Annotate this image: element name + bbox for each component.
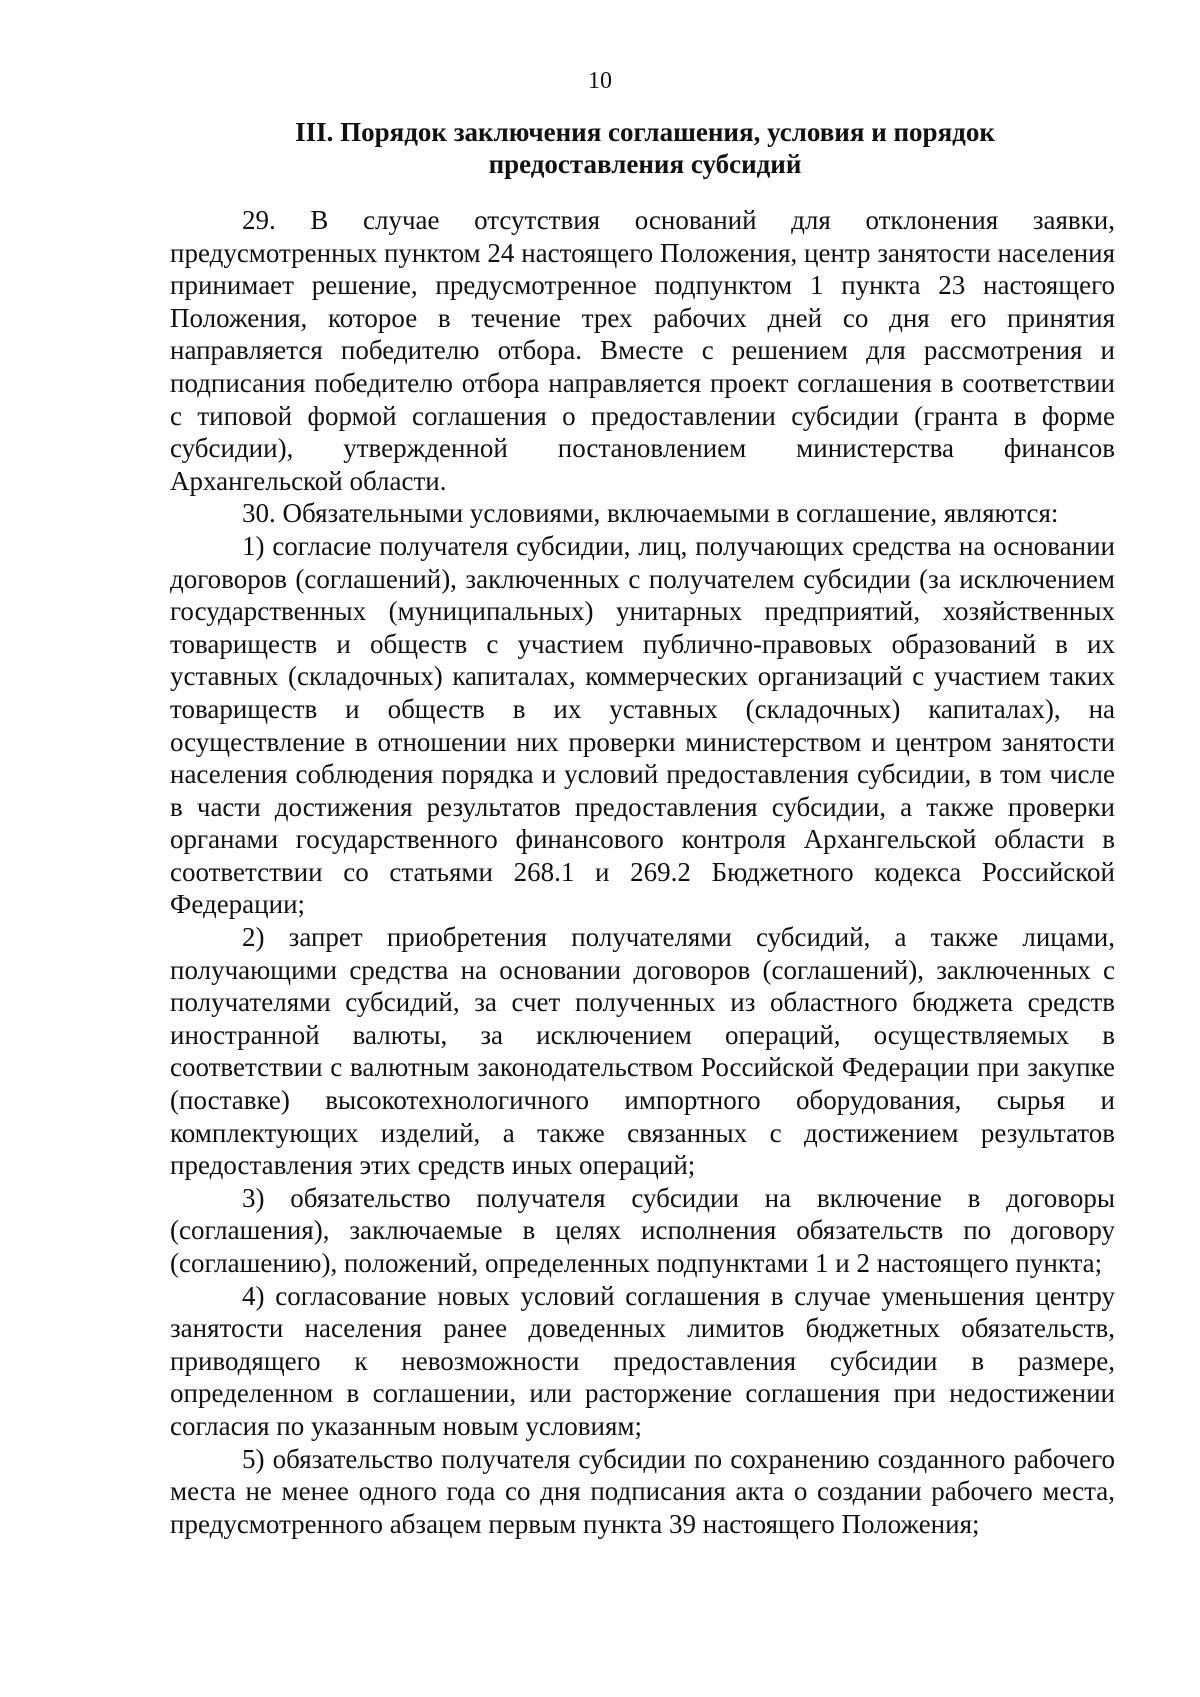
subparagraph-4: 4) согласование новых условий соглашения в случае уменьшения центру занятости населения ранее доведенных лимитов бюджетных обязательств, приводящего к невозможности предоставления субсидии в размере, определенном в соглашении, или расторжение соглашения при недостижении согласия по указанным новым условиям; (170, 1280, 1115, 1441)
paragraph-30: 30. Обязательными условиями, включаемыми в соглашение, являются: (242, 498, 1059, 529)
subparagraph-2: 2) запрет приобретения получателями субсидий, а также лицами, получающими средства на основании договоров (соглашений), заключенных с получателями субсидий, за счет полученных из областного бюджета средств иностранной валюты, за исключением операций, осуществляемых в соответствии с валютным законодательством Российской Федерации при закупке (поставке) высокотехнологичного импортного оборудования, сырья и комплектующих изделий, а также связанных с достижением результатов предоставления этих средств иных операций; (170, 922, 1115, 1181)
subparagraph-1: 1) согласие получателя субсидии, лиц, получающих средства на основании договоров (соглашений), заключенных с получателем субсидии (за исключением государственных (муниципальных) унитарных предприятий, хозяйственных товариществ и обществ с участием публично-правовых образований в их уставных (складочных) капиталах, коммерческих организаций с участием таких товариществ и обществ в их уставных (складочных) капиталах), на осуществление в отношении них проверки министерством и центром занятости населения соблюдения порядка и условий предоставления субсидии, в том числе в части достижения результатов предоставления субсидии, а также проверки органами государственного финансового контроля Архангельской области в соответствии со статьями 268.1 и 269.2 Бюджетного кодекса Российской Федерации; (170, 530, 1115, 920)
section-heading-line-2: предоставления субсидий (488, 149, 802, 179)
page-number: 10 (588, 68, 612, 94)
section-heading-line-1: III. Порядок заключения соглашения, условия и порядок (295, 117, 995, 147)
body-text (170, 204, 1115, 1540)
paragraph-29: 29. В случае отсутствия оснований для отклонения заявки, предусмотренных пунктом 24 настоящего Положения, центр занятости населения принимает решение, предусмотренное подпунктом 1 пункта 23 настоящего Положения, которое в течение трех рабочих дней со дня его принятия направляется победителю отбора. Вместе с решением для рассмотрения и подписания победителю отбора направляется проект соглашения в соответствии с типовой формой соглашения о предоставлении субсидии (гранта в форме субсидии), утвержденной постановлением министерства финансов Архангельской области. (170, 205, 1115, 496)
subparagraph-3: 3) обязательство получателя субсидии на включение в договоры (соглашения), заключаемые в целях исполнения обязательств по договору (соглашению), положений, определенных подпунктами 1 и 2 настоящего пункта; (170, 1182, 1115, 1278)
subparagraph-5: 5) обязательство получателя субсидии по сохранению созданного рабочего места не менее одного года со дня подписания акта о создании рабочего места, предусмотренного абзацем первым пункта 39 настоящего Положения; (170, 1443, 1115, 1539)
section-heading (170, 116, 1120, 180)
